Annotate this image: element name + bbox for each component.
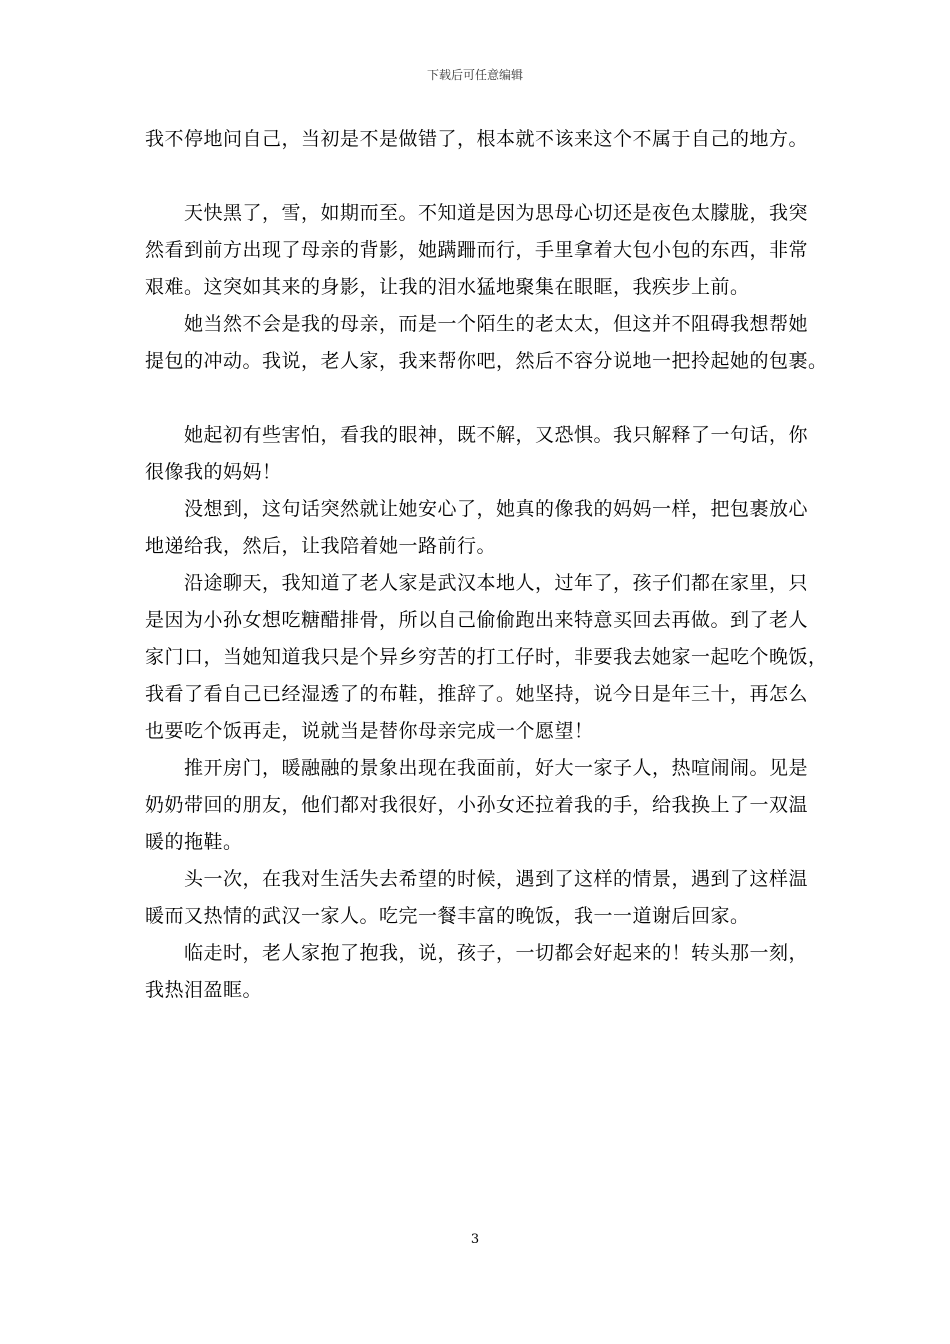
text-line: 暖而又热情的武汉一家人。吃完一餐丰富的晚饭，我一一道谢后回家。 (145, 905, 750, 927)
text-line: 沿途聊天，我知道了老人家是武汉本地人，过年了，孩子们都在家里，只 (184, 572, 809, 594)
paragraph-1 (145, 121, 825, 158)
text-line: 家门口，当她知道我只是个异乡穷苦的打工仔时，非要我去她家一起吃个晚饭， (145, 646, 828, 668)
text-line: 是因为小孙女想吃糖醋排骨，所以自己偷偷跑出来特意买回去再做。到了老人 (145, 609, 809, 631)
text-line: 奶奶带回的朋友，他们都对我很好，小孙女还拉着我的手，给我换上了一双温 (145, 794, 809, 816)
paragraph-6 (145, 565, 828, 750)
text-line: 也要吃个饭再走，说就当是替你母亲完成一个愿望！ (145, 720, 594, 742)
page-number: 3 (470, 1232, 480, 1247)
paragraph-gap (145, 380, 825, 417)
text-line: 艰难。这突如其来的身影，让我的泪水猛地聚集在眼眶，我疾步上前。 (145, 276, 750, 298)
text-line: 没想到，这句话突然就让她安心了，她真的像我的妈妈一样，把包裹放心 (184, 498, 809, 520)
text-line: 推开房门，暖融融的景象出现在我面前，好大一家子人，热喧闹闹。见是 (184, 757, 809, 779)
text-line: 头一次，在我对生活失去希望的时候，遇到了这样的情景，遇到了这样温 (184, 868, 809, 890)
text-line: 地递给我，然后，让我陪着她一路前行。 (145, 535, 497, 557)
text-line: 提包的冲动。我说，老人家，我来帮你吧，然后不容分说地一把拎起她的包裹。 (145, 350, 828, 372)
paragraph-5 (145, 491, 825, 565)
text-line: 我不停地问自己，当初是不是做错了，根本就不该来这个不属于自己的地方。 (145, 128, 809, 150)
text-line: 暖的拖鞋。 (145, 831, 243, 853)
text-line: 我看了看自己已经湿透了的布鞋，推辞了。她坚持，说今日是年三十，再怎么 (145, 683, 809, 705)
text-line: 临走时，老人家抱了抱我，说，孩子，一切都会好起来的！转头那一刻， (184, 942, 809, 964)
paragraph-9 (145, 935, 825, 1009)
paragraph-gap (145, 158, 825, 195)
text-line: 天快黑了，雪，如期而至。不知道是因为思母心切还是夜色太朦胧，我突 (184, 202, 809, 224)
text-line: 很像我的妈妈！ (145, 461, 282, 483)
page-header: 下载后可任意编辑 (426, 68, 523, 82)
document-body (145, 121, 828, 1009)
text-line: 她起初有些害怕，看我的眼神，既不解，又恐惧。我只解释了一句话，你 (184, 424, 809, 446)
paragraph-8 (145, 861, 825, 935)
paragraph-7 (145, 750, 825, 861)
paragraph-2 (145, 195, 825, 306)
paragraph-4 (145, 417, 825, 491)
text-line: 我热泪盈眶。 (145, 979, 263, 1001)
paragraph-3 (145, 306, 828, 380)
text-line: 然看到前方出现了母亲的背影，她蹒跚而行，手里拿着大包小包的东西，非常 (145, 239, 809, 261)
text-line: 她当然不会是我的母亲，而是一个陌生的老太太，但这并不阻碍我想帮她 (184, 313, 809, 335)
